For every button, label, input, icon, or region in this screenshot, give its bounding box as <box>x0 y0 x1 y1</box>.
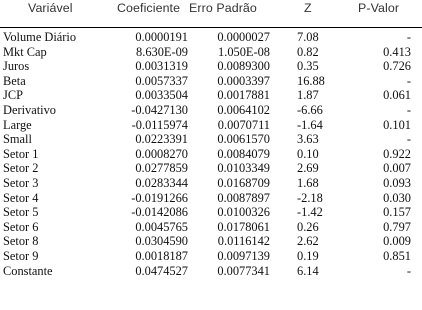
cell-coeficiente: 8.630E-09 <box>136 44 188 59</box>
cell-erro-padrao: 0.0017881 <box>217 88 270 103</box>
cell-erro-padrao: 0.0070711 <box>217 117 270 132</box>
header-row <box>0 0 422 28</box>
cell-variavel: Setor 6 <box>3 219 39 234</box>
cell-erro-padrao: 0.0168709 <box>217 175 270 190</box>
cell-z: 3.63 <box>297 132 319 147</box>
header-p-valor: P-Valor <box>340 0 422 28</box>
cell-variavel: Juros <box>3 59 30 74</box>
cell-p-valor: 0.101 <box>383 117 411 132</box>
table-row <box>0 88 422 103</box>
cell-p-valor: 0.009 <box>383 234 411 249</box>
cell-coeficiente: -0.0427130 <box>131 103 188 118</box>
header-z: Z <box>273 0 340 28</box>
table-row <box>0 220 422 235</box>
cell-z: -1.64 <box>297 117 323 132</box>
cell-coeficiente: 0.0277859 <box>135 161 188 176</box>
table-row <box>0 147 422 162</box>
cell-erro-padrao: 0.0064102 <box>217 103 270 118</box>
cell-variavel: Volume Diário <box>3 30 77 45</box>
cell-variavel: Large <box>3 117 32 132</box>
header-erro-padrao: Erro Padrão <box>189 0 273 28</box>
table-row <box>0 161 422 176</box>
cell-coeficiente: 0.0000191 <box>135 30 188 45</box>
cell-z: 2.69 <box>297 161 319 176</box>
cell-z: 6.14 <box>297 263 319 278</box>
cell-p-valor: 0.007 <box>383 161 411 176</box>
cell-erro-padrao: 0.0089300 <box>217 59 270 74</box>
table-row <box>0 28 422 45</box>
cell-p-valor: 0.797 <box>383 219 411 234</box>
cell-coeficiente: 0.0008270 <box>135 146 188 161</box>
cell-p-valor: 0.726 <box>383 59 411 74</box>
cell-variavel: Setor 1 <box>3 146 39 161</box>
cell-erro-padrao: 0.0084079 <box>217 146 270 161</box>
cell-erro-padrao: 0.0116142 <box>217 234 270 249</box>
cell-erro-padrao: 0.0178061 <box>217 219 270 234</box>
cell-erro-padrao: 0.0100326 <box>217 205 270 220</box>
cell-coeficiente: 0.0223391 <box>135 132 188 147</box>
cell-p-valor: 0.851 <box>383 248 411 263</box>
cell-p-valor: - <box>406 263 411 278</box>
cell-variavel: Setor 3 <box>3 175 39 190</box>
cell-p-valor: - <box>406 132 411 147</box>
cell-coeficiente: 0.0031319 <box>135 59 188 74</box>
cell-z: 0.35 <box>297 59 319 74</box>
cell-variavel: Mkt Cap <box>3 44 47 59</box>
header-variavel: Variável <box>0 0 100 28</box>
cell-z: -1.42 <box>297 205 323 220</box>
cell-coeficiente: 0.0045765 <box>135 219 188 234</box>
cell-erro-padrao: 0.0087897 <box>217 190 270 205</box>
cell-coeficiente: 0.0033504 <box>135 88 188 103</box>
table-body <box>0 28 422 279</box>
cell-erro-padrao: 0.0097139 <box>217 248 270 263</box>
cell-z: 0.19 <box>297 248 319 263</box>
table-row <box>0 191 422 206</box>
cell-coeficiente: 0.0474527 <box>135 263 188 278</box>
cell-variavel: Small <box>3 132 32 147</box>
cell-erro-padrao: 0.0061570 <box>217 132 270 147</box>
cell-z: 0.26 <box>297 219 319 234</box>
cell-p-valor: - <box>406 73 411 88</box>
cell-coeficiente: 0.0304590 <box>135 234 188 249</box>
cell-variavel: Setor 9 <box>3 248 39 263</box>
cell-p-valor: 0.157 <box>383 205 411 220</box>
cell-p-valor: 0.093 <box>383 175 411 190</box>
cell-variavel: Constante <box>3 263 53 278</box>
cell-variavel: Setor 8 <box>3 234 39 249</box>
cell-p-valor: 0.030 <box>383 190 411 205</box>
cell-z: 0.82 <box>297 44 319 59</box>
cell-z: -6.66 <box>297 103 323 118</box>
cell-variavel: Setor 2 <box>3 161 39 176</box>
table-row <box>0 132 422 147</box>
cell-coeficiente: 0.0018187 <box>135 248 188 263</box>
cell-coeficiente: -0.0191266 <box>131 190 188 205</box>
table-header <box>0 0 422 28</box>
cell-variavel: Setor 4 <box>3 190 39 205</box>
table-row <box>0 176 422 191</box>
table-row <box>0 45 422 60</box>
table-row <box>0 249 422 264</box>
cell-variavel: Setor 5 <box>3 205 39 220</box>
cell-p-valor: 0.061 <box>383 88 411 103</box>
cell-p-valor: 0.413 <box>383 44 411 59</box>
cell-z: 1.87 <box>297 88 319 103</box>
cell-p-valor: 0.922 <box>383 146 411 161</box>
cell-z: 16.88 <box>297 73 325 88</box>
header-coeficiente: Coeficiente <box>100 0 189 28</box>
table-row <box>0 264 422 279</box>
cell-p-valor: - <box>406 103 411 118</box>
cell-erro-padrao: 0.0103349 <box>217 161 270 176</box>
table-row <box>0 234 422 249</box>
cell-erro-padrao: 0.0003397 <box>217 73 270 88</box>
cell-variavel: Derivativo <box>3 103 56 118</box>
cell-coeficiente: 0.0283344 <box>135 175 188 190</box>
cell-erro-padrao: 0.0000027 <box>217 30 270 45</box>
table-row <box>0 59 422 74</box>
cell-erro-padrao: 0.0077341 <box>217 263 270 278</box>
table-row <box>0 118 422 133</box>
cell-p-valor: - <box>406 30 411 45</box>
table-row <box>0 74 422 89</box>
cell-z: 2.62 <box>297 234 319 249</box>
cell-z: 7.08 <box>297 30 319 45</box>
cell-coeficiente: -0.0115974 <box>131 117 188 132</box>
cell-erro-padrao: 1.050E-08 <box>218 44 270 59</box>
cell-variavel: Beta <box>3 73 26 88</box>
cell-coeficiente: 0.0057337 <box>135 73 188 88</box>
cell-z: 0.10 <box>297 146 319 161</box>
table-row <box>0 205 422 220</box>
cell-coeficiente: -0.0142086 <box>131 205 188 220</box>
cell-variavel: JCP <box>3 88 23 103</box>
cell-z: -2.18 <box>297 190 323 205</box>
table-row <box>0 103 422 118</box>
cell-z: 1.68 <box>297 175 319 190</box>
